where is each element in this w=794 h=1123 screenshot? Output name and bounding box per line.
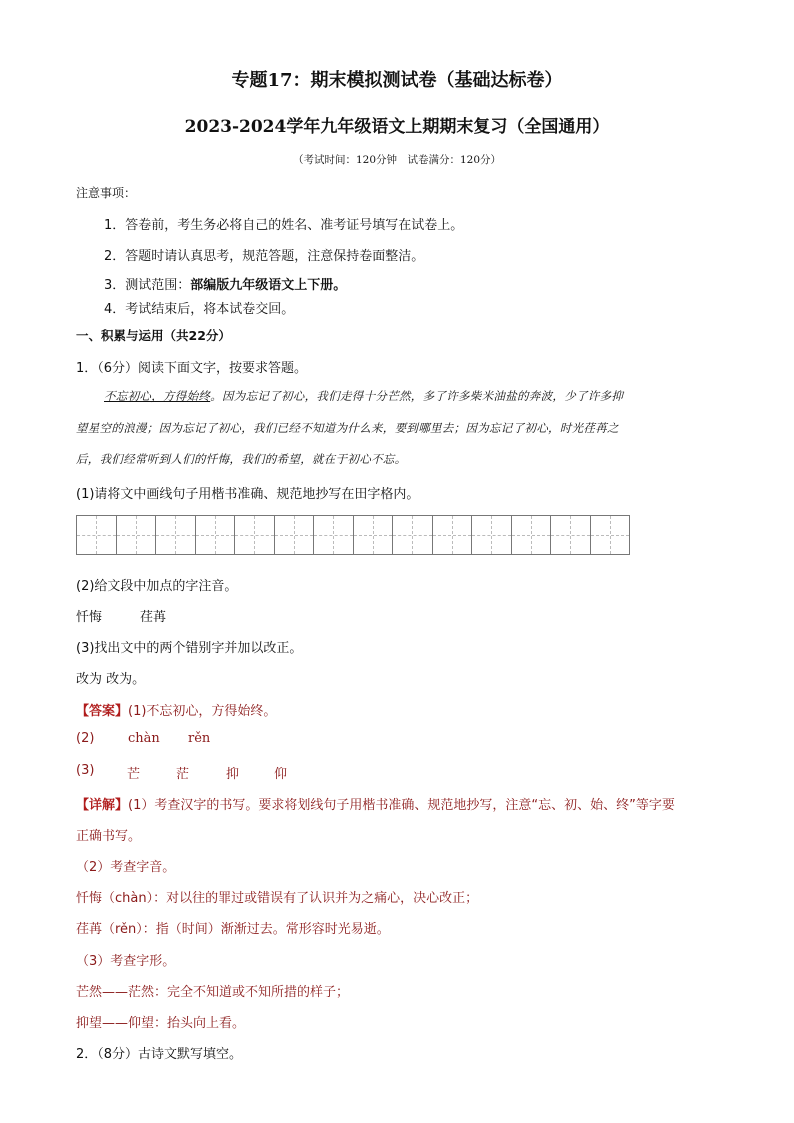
tianzige-cell[interactable] [354, 516, 394, 554]
section-heading: 一、积累与运用（共22分） [76, 328, 231, 343]
detail-3-heading: （3）考查字形。 [76, 954, 176, 969]
answer-2-pinyin-1: chàn [128, 731, 160, 746]
answer-2-label: (2) [76, 731, 95, 746]
tianzige-cell[interactable] [196, 516, 236, 554]
passage-line-2: 望星空的浪漫；因为忘记了初心，我们已经不知道为什么来，要到哪里去；因为忘记了初心，时光荏苒之 [76, 421, 619, 435]
tianzige-grid[interactable] [76, 515, 630, 555]
passage-line-1 [104, 388, 623, 404]
question-1-stem: 1．（6分）阅读下面文字，按要求答题。 [76, 361, 308, 376]
exam-info: （考试时间：120分钟 试卷满分：120分） [292, 154, 502, 166]
tianzige-cell[interactable] [314, 516, 354, 554]
page-subtitle: 2023-2024学年九年级语文上期期末复习（全国通用） [184, 117, 610, 137]
tianzige-cell[interactable] [512, 516, 552, 554]
answer-3-char-3: 抑 [226, 767, 240, 782]
note-item-4: 4．考试结束后，将本试卷交回。 [104, 302, 295, 317]
note-item-3 [104, 274, 346, 293]
answer-3-label: (3) [76, 763, 95, 778]
note-item-3-label: 3．测试范围： [104, 278, 191, 293]
tianzige-cell[interactable] [551, 516, 591, 554]
note-item-1: 1．答卷前，考生务必将自己的姓名、准考证号填写在试卷上。 [104, 218, 464, 233]
answer-3-char-4: 仰 [274, 767, 288, 782]
passage-line-3: 后，我们经常听到人们的忏悔，我们的希望，就在于初心不忘。 [76, 452, 407, 466]
answer-label: 【答案】 [76, 704, 129, 719]
sub-question-1: (1)请将文中画线句子用楷书准确、规范地抄写在田字格内。 [76, 487, 420, 502]
note-item-2: 2．答题时请认真思考，规范答题，注意保持卷面整洁。 [104, 249, 425, 264]
tianzige-cell[interactable] [117, 516, 157, 554]
tianzige-cell[interactable] [156, 516, 196, 554]
page-title: 专题17：期末模拟测试卷（基础达标卷） [231, 70, 563, 91]
passage-line-1-rest: 。因为忘记了初心，我们走得十分芒然，多了许多柴米油盐的奔波，少了许多抑 [210, 389, 624, 403]
sub-question-2: (2)给文段中加点的字注音。 [76, 579, 238, 594]
tianzige-cell[interactable] [235, 516, 275, 554]
detail-label: 【详解】 [76, 798, 129, 813]
tianzige-cell[interactable] [393, 516, 433, 554]
question-2-stem: 2．（8分）古诗文默写填空。 [76, 1047, 243, 1062]
sub-question-3-blank: 改为 改为。 [76, 672, 146, 687]
note-item-3-scope: 部编版九年级语文上下册。 [190, 278, 347, 293]
detail-1-line-1: (1）考查汉字的书写。要求将划线句子用楷书准确、规范地抄写，注意“忘、初、始、终”等字要 [128, 798, 675, 813]
tianzige-cell[interactable] [77, 516, 117, 554]
answer-3-char-2: 茫 [176, 767, 190, 782]
answer-3-char-1: 芒 [127, 767, 141, 782]
sub-question-3: (3)找出文中的两个错别字并加以改正。 [76, 641, 303, 656]
word-chanhui: 忏悔 [76, 610, 103, 625]
tianzige-cell[interactable] [433, 516, 473, 554]
detail-2-a: 忏悔（chàn）：对以往的罪过或错误有了认识并为之痛心，决心改正； [76, 891, 479, 906]
detail-2-b: 荏苒（rěn）：指（时间）渐渐过去。常形容时光易逝。 [76, 922, 390, 937]
answer-line-1 [76, 700, 276, 719]
answer-1: (1)不忘初心，方得始终。 [128, 704, 277, 719]
answer-2-pinyin-2: rěn [188, 731, 211, 746]
detail-3-a: 芒然——茫然：完全不知道或不知所措的样子； [76, 985, 350, 1000]
detail-2-heading: （2）考查字音。 [76, 860, 176, 875]
tianzige-cell[interactable] [591, 516, 630, 554]
word-renran: 荏苒 [140, 610, 167, 625]
underlined-sentence: 不忘初心，方得始终 [104, 389, 211, 403]
tianzige-cell[interactable] [275, 516, 315, 554]
detail-line-1 [76, 794, 675, 813]
tianzige-cell[interactable] [472, 516, 512, 554]
detail-3-b: 抑望——仰望：抬头向上看。 [76, 1016, 246, 1031]
notes-heading: 注意事项： [76, 186, 137, 200]
detail-1-line-2: 正确书写。 [76, 829, 142, 844]
